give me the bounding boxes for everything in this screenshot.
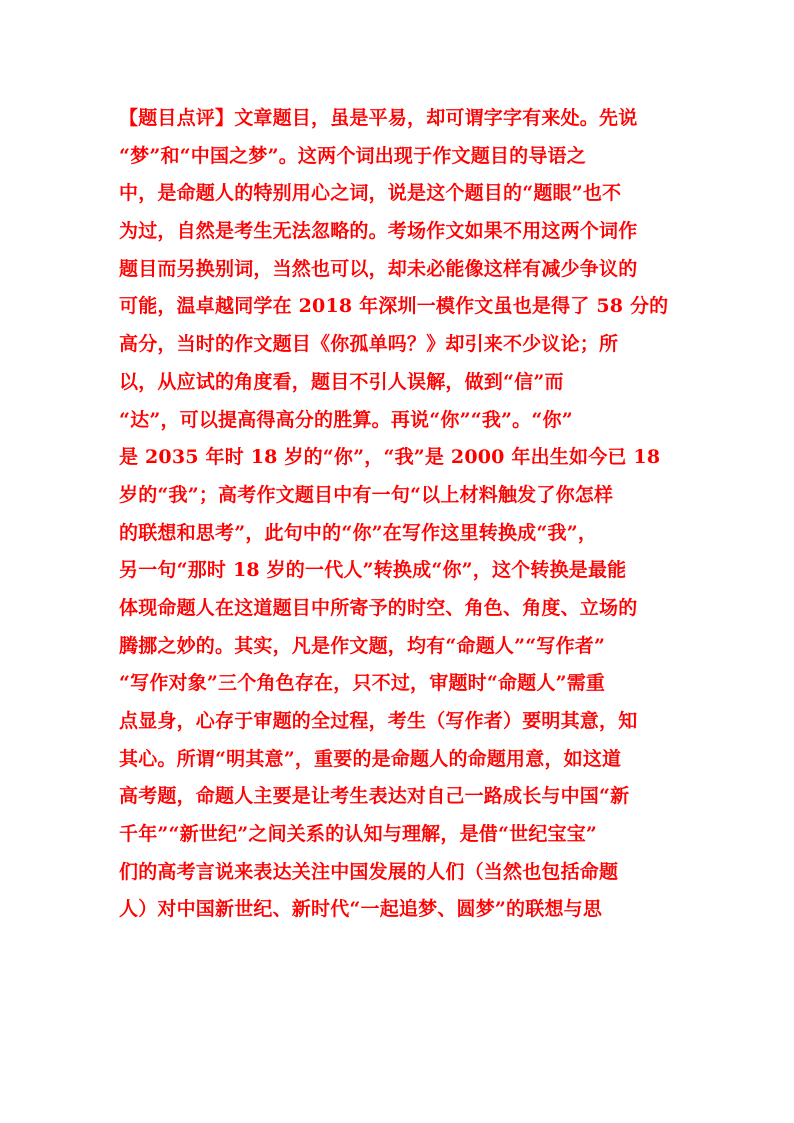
- text-line: 其心。所谓“明其意”，重要的是命题人的命题用意，如这道: [119, 747, 622, 770]
- text-line: 是 2035 年时 18 岁的“你”，“我”是 2000 年出生如今已 18: [119, 446, 661, 469]
- text-line: 可能，温卓越同学在 2018 年深圳一模作文虽也是得了 58 分的: [119, 295, 669, 318]
- text-line: “达”，可以提高得高分的胜算。再说“你”“我”。“你”: [119, 408, 573, 431]
- text-line: 以，从应试的角度看，题目不引人误解，做到“信”而: [119, 370, 564, 393]
- text-line: 人）对中国新世纪、新时代“一起追梦、圆梦”的联想与思: [119, 898, 603, 921]
- text-line: 为过，自然是考生无法忽略的。考场作文如果不用这两个词作: [119, 220, 638, 243]
- text-line: “梦”和“中国之梦”。这两个词出现于作文题目的导语之: [119, 144, 586, 167]
- text-line: 的联想和思考”，此句中的“你”在写作这里转换成“我”，: [119, 521, 598, 544]
- text-line: 腾挪之妙的。其实，凡是作文题，均有“命题人”“写作者”: [119, 634, 606, 657]
- text-line: 题目而另换别词，当然也可以，却未必能像这样有减少争议的: [119, 257, 638, 280]
- text-line: 高考题，命题人主要是让考生表达对自己一路成长与中国“新: [119, 785, 630, 808]
- text-line: 点显身，心存于审题的全过程，考生（写作者）要明其意，知: [119, 710, 638, 732]
- text-line: 体现命题人在这道题目中所寄予的时空、角色、角度、立场的: [119, 596, 638, 619]
- text-line: 【题目点评】文章题目，虽是平易，却可谓字字有来处。先说: [119, 107, 638, 129]
- text-line: 另一句“那时 18 岁的一代人”转换成“你”，这个转换是最能: [119, 559, 627, 582]
- text-line: 们的高考言说来表达关注中国发展的人们（当然也包括命题: [119, 860, 619, 883]
- text-line: 千年”“新世纪”之间关系的认知与理解，是借“世纪宝宝”: [119, 823, 598, 846]
- text-line: “写作对象”三个角色存在，只不过，审题时“命题人”需重: [119, 672, 606, 695]
- text-line: 高分，当时的作文题目《你孤单吗？》却引来不少议论；所: [119, 333, 619, 356]
- text-line: 岁的“我”；高考作文题目中有一句“以上材料触发了你怎样: [119, 483, 614, 506]
- commentary-paragraph: [119, 100, 679, 929]
- text-line: 中，是命题人的特别用心之词，说是这个题目的“题眼”也不: [119, 182, 622, 205]
